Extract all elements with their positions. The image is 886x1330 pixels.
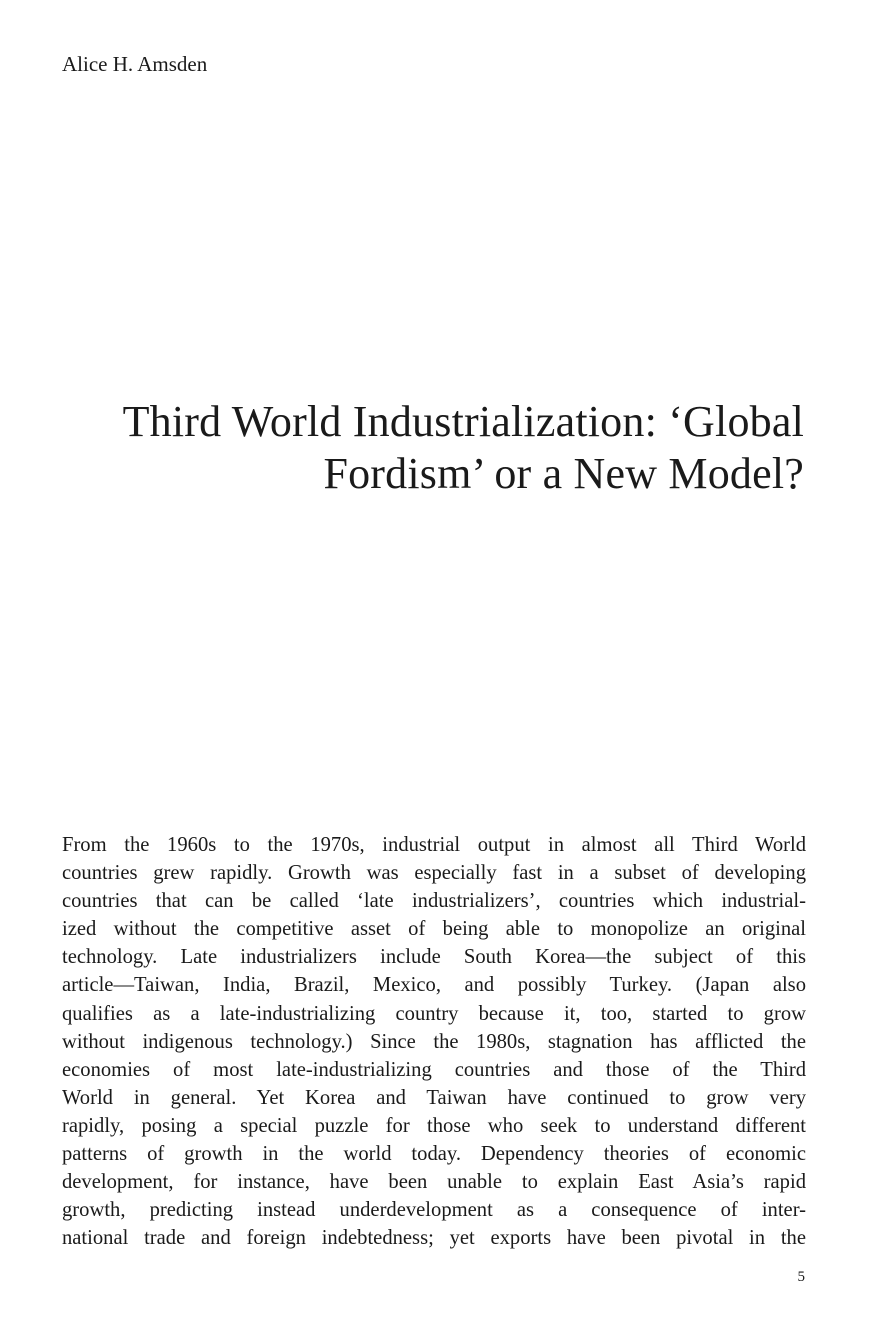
body-line: patterns of growth in the world today. Dependency theories of economic (62, 1143, 806, 1166)
body-line: growth, predicting instead underdevelopment as a consequence of inter- (62, 1199, 806, 1222)
body-line: development, for instance, have been unable to explain East Asia’s rapid (62, 1171, 806, 1194)
article-title (62, 396, 804, 500)
body-line: countries that can be called ‘late industrializers’, countries which industrial- (62, 890, 806, 913)
body-line: rapidly, posing a special puzzle for those who seek to understand different (62, 1114, 806, 1137)
body-line: countries grew rapidly. Growth was especially fast in a subset of developing (62, 862, 806, 885)
body-line: ized without the competitive asset of being able to monopolize an original (62, 918, 806, 941)
body-line: without indigenous technology.) Since the 1980s, stagnation has afflicted the (62, 1030, 806, 1053)
title-line: Third World Industrialization: ‘Global (122, 397, 804, 446)
body-line: article—Taiwan, India, Brazil, Mexico, and possibly Turkey. (Japan also (62, 974, 806, 997)
body-line: qualifies as a late-industrializing country because it, too, started to grow (62, 1002, 806, 1025)
title-line: Fordism’ or a New Model? (323, 449, 804, 498)
author-name: Alice H. Amsden (62, 52, 208, 76)
page-number: 5 (797, 1269, 805, 1285)
body-line: national trade and foreign indebtedness; yet exports have been pivotal in the (62, 1227, 806, 1250)
body-paragraph (62, 831, 806, 1252)
body-line: World in general. Yet Korea and Taiwan have continued to grow very (62, 1086, 806, 1109)
body-line: From the 1960s to the 1970s, industrial output in almost all Third World (62, 834, 806, 856)
body-line: economies of most late-industrializing countries and those of the Third (62, 1058, 806, 1081)
body-line: technology. Late industrializers include South Korea—the subject of this (62, 946, 806, 969)
